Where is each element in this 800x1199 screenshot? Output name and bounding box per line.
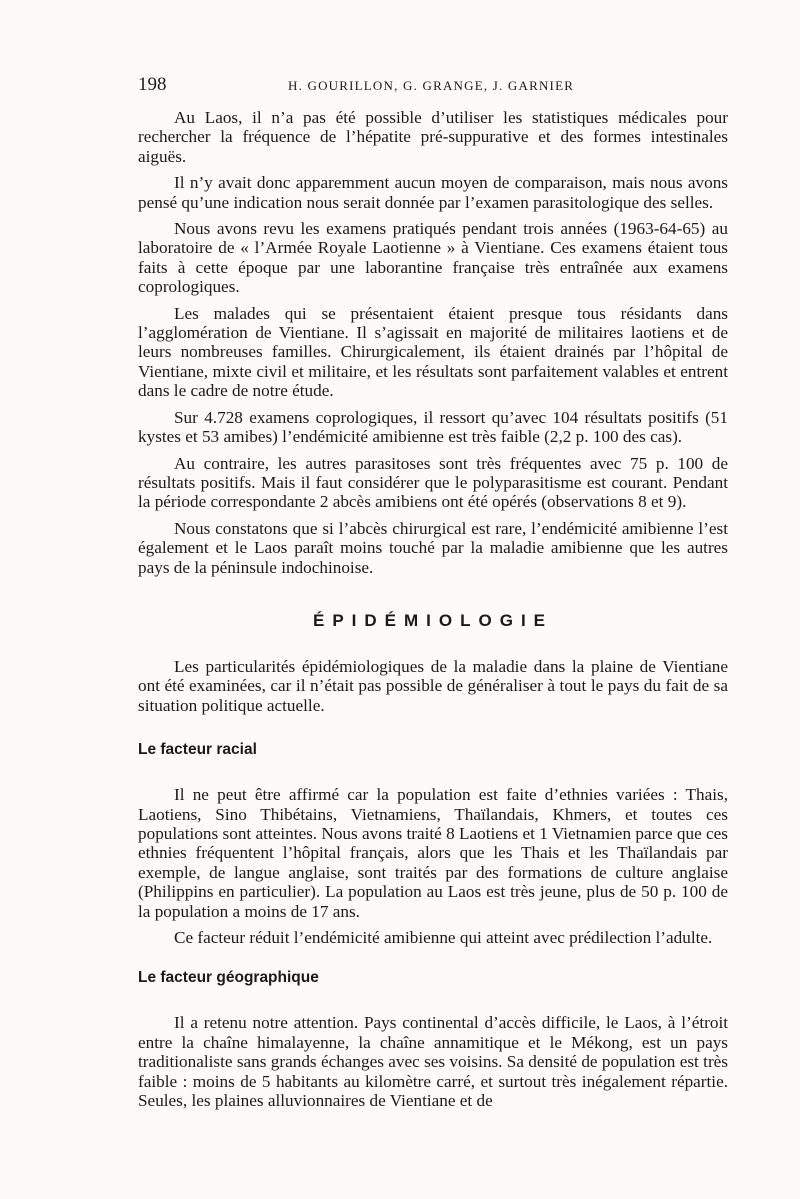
- subsection-title-racial: Le facteur racial: [138, 741, 257, 759]
- paragraph: Sur 4.728 examens coprologiques, il ressort qu’avec 104 résultats positifs (51 kystes et 53 amibes) l’endémicité amibienne est très faible (2,2 p. 100 des cas).: [138, 407, 728, 447]
- section-title: ÉPIDÉMIOLOGIE: [312, 610, 554, 630]
- paragraph: Il n’y avait donc apparemment aucun moyen de comparaison, mais nous avons pensé qu’une indication nous serait donnée par l’examen parasitologique des selles.: [138, 173, 728, 212]
- paragraph: Les malades qui se présentaient étaient presque tous résidants dans l’agglomération de Vientiane. Il s’agissait en majorité de militaires laotiens et de leurs nombreuses familles. Chirurgicalement, ils étaient drainés par l’hôpital de Vientiane, mixte civil et militaire, et les résultats sont parfaitement valables et entrent dans le cadre de notre étude.: [138, 303, 728, 401]
- section-intro: Les particularités épidémiologiques de la maladie dans la plaine de Vientiane ont été examinées, car il n’était pas possible de généraliser à tout le pays du fait de sa situation politique actuelle.: [138, 656, 728, 715]
- paragraph: Nous avons revu les examens pratiqués pendant trois années (1963-64-65) au laboratoire de « l’Armée Royale Laotienne » à Vientiane. Ces examens étaient tous faits à cette époque par une laborantine française très entraînée aux examens coprologiques.: [138, 219, 728, 297]
- body-text: [138, 108, 728, 1110]
- page-header: [138, 74, 728, 98]
- paragraph: Nous constatons que si l’abcès chirurgical est rare, l’endémicité amibienne l’est également et le Laos paraît moins touché par la maladie amibienne que les autres pays de la péninsule indochinoise.: [138, 518, 728, 577]
- running-head: H. GOURILLON, G. GRANGE, J. GARNIER: [288, 78, 575, 93]
- paragraph: Au contraire, les autres parasitoses sont très fréquentes avec 75 p. 100 de résultats positifs. Mais il faut considérer que le polyparasitisme est courant. Pendant la période correspondante 2 abcès amibiens ont été opérés (observations 8 et 9).: [138, 453, 728, 512]
- paragraph: Il ne peut être affirmé car la population est faite d’ethnies variées : Thais, Laotiens, Sino Thibétains, Vietnamiens, Thaïlandais, Khmers, et toutes ces populations sont atteintes. Nous avons traité 8 Laotiens et 1 Vietnamien parce que ces ethnies fréquentent l’hôpital français, alors que les Thais et les Thaïlandais par exemple, de langue anglaise, sont traités par des formations de culture anglaise (Philippins en particulier). La population au Laos est très jeune, plus de 50 p. 100 de la population a moins de 17 ans.: [138, 785, 728, 921]
- paragraph: Ce facteur réduit l’endémicité amibienne qui atteint avec prédilection l’adulte.: [174, 928, 713, 947]
- paragraph: Il a retenu notre attention. Pays continental d’accès difficile, le Laos, à l’étroit entre la chaîne himalayenne, la chaîne annamitique et le Mékong, est un pays traditionaliste sans grands échanges avec ses voisins. Sa densité de population est très faible : moins de 5 habitants au kilomètre carré, et surtout très inégalement répartie. Seules, les plaines alluvionnaires de Vientiane et de: [138, 1013, 728, 1111]
- paragraph: Au Laos, il n’a pas été possible d’utiliser les statistiques médicales pour rechercher la fréquence de l’hépatite pré-suppurative et des formes intestinales aiguës.: [138, 108, 728, 166]
- page-number: 198: [138, 74, 167, 95]
- subsection-title-geographic: Le facteur géographique: [138, 969, 319, 987]
